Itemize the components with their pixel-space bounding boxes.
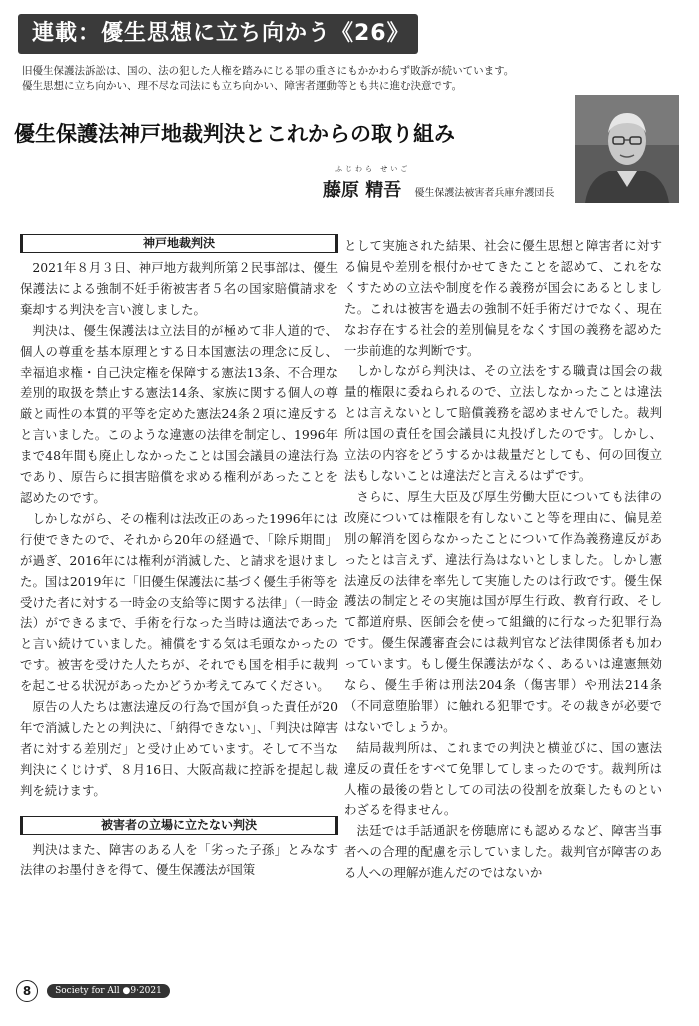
left-column [20, 228, 338, 881]
lead-line: 優生思想に立ち向かい、理不尽な司法にも立ち向かい、障害者運動等とも共に進む決意です。 [22, 80, 463, 92]
author-photo [575, 95, 679, 203]
author-portrait-image [575, 95, 679, 203]
paragraph: しかしながら、その権利は法改正のあった1996年には行使できたので、それから20年の経過で、「除斥期間」が過ぎ、2016年には権利が消滅した、と請求を退けました。国は2019年に「旧優生保護法に基づく優生手術等を受けた者に対する一時金の支給等に関する法律」（一時金法）ができるまで、手術を行なった当時は適法であったと言い続けていました。補償をする気は毛頭なかったのです。被害を受けた人たちが、それでも国を相手に裁判を起こせる状況があったかどうか考えてみてください。 [20, 510, 338, 694]
series-title-banner: 連載：優生思想に立ち向かう《26》 [18, 14, 418, 54]
article-headline: 優生保護法神戸地裁判決とこれからの取り組み [14, 122, 455, 146]
paragraph: 判決はまた、障害のある人を「劣った子孫」とみなす法律のお墨付きを得て、優生保護法が国策 [20, 841, 338, 878]
paragraph: 原告の人たちは憲法違反の行為で国が負った責任が20年で消滅したとの判決に、「納得できない」、「判決は障害者に対する差別だ」と受け止めています。そして不当な判決にくじけず、８月16日、大阪高裁に控訴を提起し裁判を続けます。 [20, 699, 338, 798]
byline [323, 165, 583, 202]
lead-line: 旧優生保護法訴訟は、国の、法の犯した人権を踏みにじる罪の重さにもかかわらず敗訴が続いています。 [22, 65, 515, 77]
paragraph: として実施された結果、社会に優生思想と障害者に対する偏見や差別を根付かせてきたことを認めて、これをなくすための立法や制度を作る義務が国会にあるとしました。これは被害を過去の強制不妊手術だけでなく、現在なお存在する社会的差別偏見をなくす国の義務を認めた一歩前進的な判断です。 [344, 238, 662, 358]
paragraph: 2021年８月３日、神戸地方裁判所第２民事部は、優生保護法による強制不妊手術被害者５名の国家賠償請求を棄却する判決を言い渡しました。 [20, 260, 338, 317]
section-heading-kobe-ruling: 神戸地裁判決 [20, 234, 338, 253]
right-column [344, 236, 662, 884]
author-ruby: ふじわら せいご [335, 165, 411, 173]
author-name: 藤原 精吾 [323, 180, 402, 201]
page-number: 8 [16, 980, 38, 1002]
publication-name: Society for All ●9·2021 [47, 984, 170, 998]
paragraph: 判決は、優生保護法は立法目的が極めて非人道的で、個人の尊重を基本原理とする日本国憲法の理念に反し、幸福追求権・自己決定権を保障する憲法13条、不合理な差別的取扱を禁止する憲法14条、家族に関する個人の尊厳と両性の本質的平等を定めた憲法24条２項に違反すると言いました。このような違憲の法律を制定し、1996年まで48年間も廃止しなかったことは国会議員の違法行為であり、原告らに損害賠償を求める権利があったことを認めたのです。 [20, 322, 338, 505]
paragraph: 結局裁判所は、これまでの判決と横並びに、国の憲法違反の責任をすべて免罪してしまったのです。裁判所は人権の最後の砦としての司法の役割を放棄したものといわざるを得ません。 [344, 739, 662, 818]
author-role: 優生保護法被害者兵庫弁護団長 [414, 188, 555, 199]
lead-text [22, 64, 562, 94]
section-heading-victims-standpoint: 被害者の立場に立たない判決 [20, 816, 338, 835]
page-footer [16, 980, 170, 1002]
paragraph: 法廷では手話通訳を傍聴席にも認めるなど、障害当事者への合理的配慮を示していました。裁判官が障害のある人への理解が進んだのではないか [344, 823, 662, 881]
paragraph: さらに、厚生大臣及び厚生労働大臣についても法律の改廃については権限を有しないこと等を理由に、偏見差別の解消を図らなかったことについて作為義務違反があったとは言えず、違法行為はないとしました。しかし憲法違反の法律を率先して実施したのは行政です。優生保護法の制定とその実施は国が厚生行政、教育行政、そして都道府県、医師会を使って組織的に行なった犯罪行為です。優生保護審査会には裁判官など法律関係者も加わっています。もし優生保護法がなく、あるいは違憲無効なら、優生手術は刑法204条（傷害罪）や刑法214条（不同意堕胎罪）に触れる犯罪です。その裁きが必要ではないでしょうか。 [344, 488, 662, 734]
paragraph: しかしながら判決は、その立法をする職責は国会の裁量的権限に委ねられるので、立法しなかったことは違法とは言えないとして賠償義務を認めませんでした。裁判所は国の責任を国会議員に丸投げしたのです。しかし、立法の内容をどうするかは裁量だとしても、何の回復立法もしないことは違法だと言えるはずです。 [344, 363, 662, 483]
